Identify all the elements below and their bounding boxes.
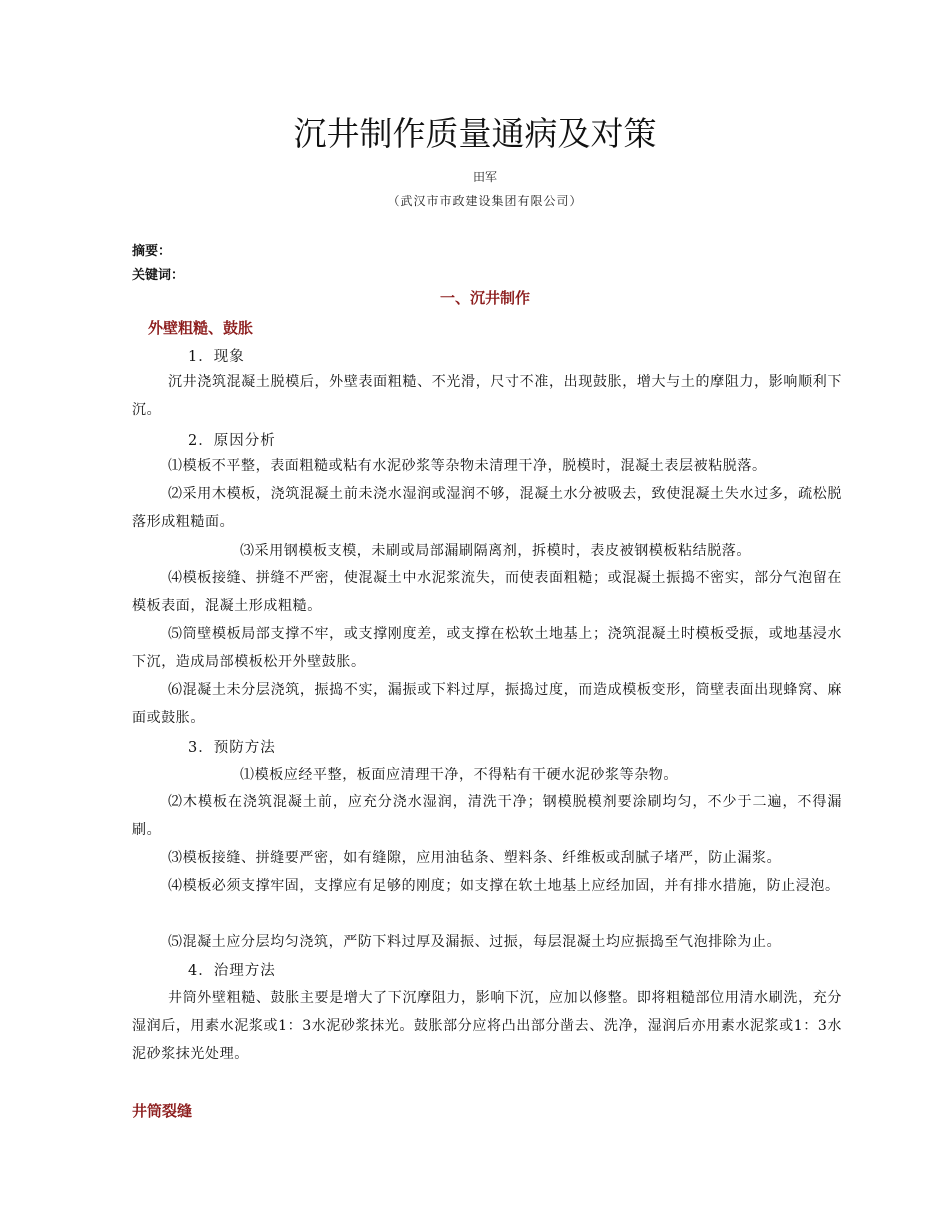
heading-treatment: 4．治理方法 <box>188 963 276 979</box>
paragraph-phenomenon: 沉井浇筑混凝土脱模后，外壁表面粗糙、不光滑，尺寸不准，出现鼓胀，增大与土的摩阻力，影响顺利下沉。 <box>132 374 842 418</box>
cause-item: ⑶采用钢模板支模，未刷或局部漏刷隔离剂，拆模时，表皮被钢模板粘结脱落。 <box>240 543 751 559</box>
cause-item: ⑹混凝土未分层浇筑，振捣不实，漏振或下料过厚，振捣过度，而造成模板变形，筒壁表面出现蜂窝、麻面或鼓胀。 <box>132 682 842 726</box>
cause-item: ⑵采用木模板，浇筑混凝土前未浇水湿润或湿润不够，混凝土水分被吸去，致使混凝土失水过多，疏松脱落形成粗糙面。 <box>132 486 842 530</box>
author-affiliation: （武汉市市政建设集团有限公司） <box>387 194 583 208</box>
subsection-heading-rough-wall: 外壁粗糙、鼓胀 <box>148 319 254 337</box>
cause-item: ⑷模板接缝、拼缝不严密，使混凝土中水泥浆流失，而使表面粗糙；或混凝土振捣不密实，部分气泡留在模板表面，混凝土形成粗糙。 <box>132 570 842 614</box>
paragraph-treatment: 井筒外壁粗糙、鼓胀主要是增大了下沉摩阻力，影响下沉，应加以修整。即将粗糙部位用清水刷洗，充分湿润后，用素水泥浆或1：3水泥砂浆抹光。鼓胀部分应将凸出部分凿去、洗净，湿润后亦用素水泥浆或1：3水泥砂浆抹光处理。 <box>132 990 842 1062</box>
abstract-label: 摘要： <box>132 244 172 259</box>
cause-item: ⑴模板不平整，表面粗糙或粘有水泥砂浆等杂物未清理干净，脱模时，混凝土表层被粘脱落。 <box>168 458 767 474</box>
author-name: 田军 <box>472 170 497 184</box>
heading-prevention: 3．预防方法 <box>188 740 276 756</box>
heading-phenomenon: 1．现象 <box>188 349 245 365</box>
cause-item: ⑸筒壁模板局部支撑不牢，或支撑刚度差，或支撑在松软土地基上；浇筑混凝土时模板受振，或地基浸水下沉，造成局部模板松开外壁鼓胀。 <box>132 626 842 670</box>
keywords-label: 关键词： <box>132 268 185 283</box>
prevention-item: ⑴模板应经平整，板面应清理干净，不得粘有干硬水泥砂浆等杂物。 <box>240 767 678 783</box>
heading-cause-analysis: 2．原因分析 <box>188 433 276 449</box>
prevention-item: ⑶模板接缝、拼缝要严密，如有缝隙，应用油毡条、塑料条、纤维板或刮腻子堵严，防止漏浆。 <box>168 850 782 866</box>
prevention-item: ⑸混凝土应分层均匀浇筑，严防下料过厚及漏振、过振，每层混凝土均应振捣至气泡排除为止。 <box>168 934 782 950</box>
prevention-item: ⑷模板必须支撑牢固，支撑应有足够的刚度；如支撑在软土地基上应经加固，并有排水措施，防止浸泡。 <box>168 878 840 894</box>
document-title: 沉井制作质量通病及对策 <box>293 114 657 153</box>
prevention-item: ⑵木模板在浇筑混凝土前，应充分浇水湿润，清洗干净；钢模脱模剂要涂刷均匀，不少于二遍，不得漏刷。 <box>132 794 842 838</box>
subsection-heading-shaft-cracks: 井筒裂缝 <box>132 1102 193 1120</box>
section-heading: 一、沉井制作 <box>439 289 530 307</box>
